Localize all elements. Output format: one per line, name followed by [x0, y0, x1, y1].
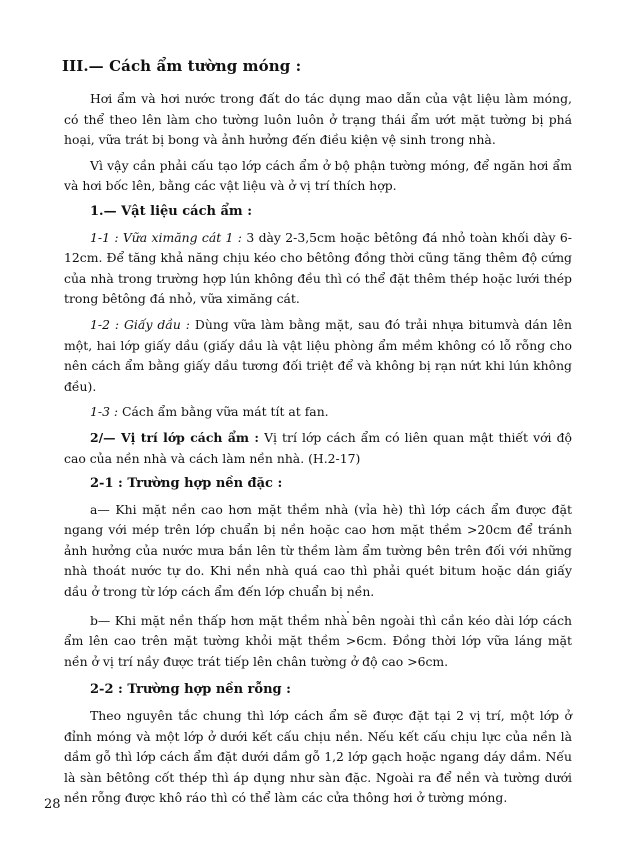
text-2: Vị trí lớp cách ẩm có liên quan mật thiết với độ cao của nền nhà và cách làm nền nhà. (H.2-17) [64, 429, 572, 466]
paragraph-2-1-a: a— Khi mặt nền cao hơn mặt thềm nhà (vỉa hè) thì lớp cách ẩm được đặt ngang với mép trên lớp chuẩn bị nền hoặc cao hơn mặt thềm >20cm để tránh ảnh hưởng của nước mưa bắn lên từ thềm làm ẩm tường bên trên đối với những nhà thoát nước tự do. Khi nền nhà quá cao thì phải quét bitum hoặc dán giấy dầu ở trong từ lớp cách ẩm đến lớp chuẩn bị nền. [64, 501, 572, 600]
print-speck [347, 611, 349, 613]
intro-paragraph-2: Vì vậy cần phải cấu tạo lớp cách ẩm ở bộ phận tường móng, để ngăn hơi ẩm và hơi bốc lên, bằng các vật liệu và ở vị trí thích hợp. [64, 157, 572, 194]
paragraph-1-3 [64, 402, 572, 423]
section-title: III.— Cách ẩm tường móng : [62, 57, 302, 75]
paragraph-2-1-b: b— Khi mặt nền thấp hơn mặt thềm nhà bên ngoài thì cần kéo dài lớp cách ẩm lên cao trên mặt tường khỏi mặt thềm >6cm. Đồng thời lớp vữa láng mặt nền ở vị trí nầy được trát tiếp lên chân tường ở độ cao >6cm. [64, 612, 572, 669]
page-number: 28 [44, 797, 61, 812]
text-1-2: Dùng vữa làm bằng mặt, sau đó trải nhựa bitumvà dán lên một, hai lớp giấy dầu (giấy dầu là vật liệu phòng ẩm mềm không có lỗ rỗng cho nên cách ẩm bằng giấy dầu tương đối triệt để và không bị rạn nứt khi lún không đều). [64, 316, 572, 394]
label-1-3: 1-3 : [90, 404, 119, 420]
subsection-2-2-title: 2-2 : Trường hợp nền rỗng : [90, 682, 291, 698]
paragraph-2-2: Theo nguyên tắc chung thì lớp cách ẩm sẽ được đặt tại 2 vị trí, một lớp ở đỉnh móng và một lớp ở dưới kết cấu chịu nền. Nếu kết cấu chịu lực của nền là dầm gỗ thì lớp cách ẩm đặt dưới dầm gỗ 1,2 lớp gạch hoặc ngang dáy dầm. Nếu là sàn bêtông cốt thép thì áp dụng như sàn đặc. Ngoài ra để nền và tường dưới nền rỗng được khô ráo thì có thể làm các cửa thông hơi ở tường móng. [64, 708, 572, 806]
label-1-2: 1-2 : Giấy dầu : [90, 316, 190, 332]
text-1-3: Cách ẩm bằng vữa mát tít at fan. [118, 404, 329, 420]
page-content [64, 57, 572, 809]
subsection-2-1-title: 2-1 : Trường hợp nền đặc : [90, 476, 283, 492]
paragraph-1-2 [64, 315, 572, 397]
text-1-1: 3 dày 2-3,5cm hoặc bêtông đá nhỏ toàn khối dày 6-12cm. Để tăng khả năng chịu kéo cho bêtông đồng thời cũng tăng thêm độ cứng của nhà trong trường hợp lún không đều thì có thể đặt thêm thép hoặc lưới thép trong bêtông đá nhỏ, vữa ximăng cát. [64, 229, 572, 307]
subsection-1-title: 1.— Vật liệu cách ẩm : [90, 203, 252, 219]
label-1-1: 1-1 : Vữa ximăng cát 1 : [90, 229, 242, 245]
paragraph-1-1 [64, 228, 572, 310]
label-2: 2/— Vị trí lớp cách ẩm : [90, 429, 259, 445]
intro-paragraph-1: Hơi ẩm và hơi nước trong đất do tác dụng mao dẫn của vật liệu làm móng, có thể theo lên làm cho tường luôn luôn ở trạng thái ẩm ướt mặt tường bị phá hoại, vữa trát bị bong và ảnh hưởng đến điều kiện vệ sinh trong nhà. [64, 91, 572, 148]
paragraph-2 [64, 428, 572, 469]
